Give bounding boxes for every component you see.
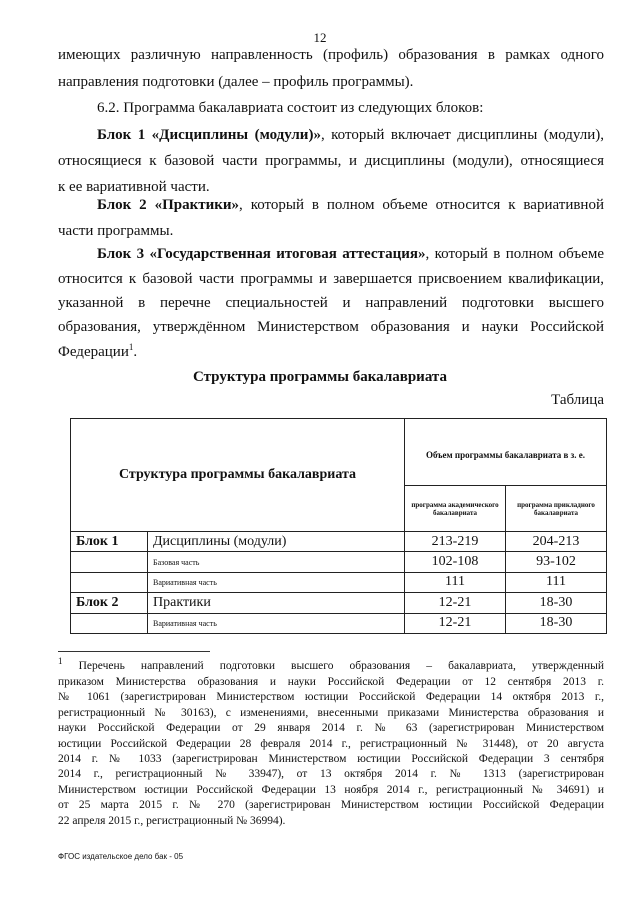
- table-header-row: [71, 419, 607, 486]
- footer-mark: ФГОС издательское дело бак - 05: [58, 852, 184, 861]
- block2-text: , который в полном объеме относится к вариативной: [239, 197, 604, 213]
- block2-paragraph-line: [97, 196, 604, 214]
- header-applied: программа прикладного бакалавриата: [506, 486, 607, 532]
- paragraph-text: .: [133, 344, 138, 360]
- applied-value: 204-213: [506, 532, 607, 552]
- block1-title: Блок 1 «Дисциплины (модули)»: [97, 127, 321, 143]
- footnote-line: 2014 г. № 1033 (зарегистрирован Министерством юстиции Российской Федерации 3 сентября: [58, 753, 604, 765]
- block3-paragraph-line: [97, 245, 604, 263]
- table-row: [71, 613, 607, 633]
- block-label: [71, 552, 148, 572]
- footnote-line: науки Российской Федерации от 29 января 2014 г. № 63 (зарегистрирован Министерством: [58, 722, 604, 734]
- footnote-line: [58, 656, 604, 674]
- table-row: [71, 572, 607, 592]
- paragraph-line: 6.2. Программа бакалавриата состоит из следующих блоков:: [97, 100, 484, 116]
- footnote-reference[interactable]: 1: [128, 342, 134, 352]
- academic-value: 12-21: [405, 593, 506, 613]
- paragraph-line: части программы.: [58, 223, 174, 239]
- footnote-divider: [58, 651, 210, 652]
- footnote-line: Министерством юстиции Российской Федерации 13 ноября 2014 г., регистрационный № 34691) и: [58, 784, 604, 796]
- header-structure: Структура программы бакалавриата: [71, 419, 405, 532]
- section-title: Структура программы бакалавриата: [193, 369, 447, 385]
- table-row: [71, 532, 607, 552]
- academic-value: 111: [405, 572, 506, 592]
- paragraph-line: направления подготовки (далее – профиль программы).: [58, 74, 414, 90]
- row-name: Дисциплины (модули): [148, 532, 405, 552]
- block1-text: , который включает дисциплины (модули),: [320, 127, 605, 143]
- block3-text: , который в полном объеме: [425, 246, 604, 262]
- block2-title: Блок 2 «Практики»: [97, 197, 240, 213]
- academic-value: 12-21: [405, 613, 506, 633]
- applied-value: 93-102: [506, 552, 607, 572]
- footnote-line: юстиции Российской Федерации 28 февраля 2014 г., регистрационный № 31448), от 20 августа: [58, 738, 604, 750]
- page-number: 12: [313, 30, 327, 45]
- row-name: Базовая часть: [148, 552, 405, 572]
- header-academic: программа академического бакалавриата: [405, 486, 506, 532]
- block-label: [71, 613, 148, 633]
- table-row: [71, 593, 607, 613]
- row-name: Практики: [148, 593, 405, 613]
- paragraph-line: к ее вариативной части.: [58, 179, 210, 195]
- paragraph-line: указанной в перечне специальностей и направлений подготовки высшего: [58, 295, 604, 311]
- row-name: Вариативная часть: [148, 572, 405, 592]
- footnote-marker: 1: [58, 656, 63, 667]
- structure-table: [70, 418, 607, 634]
- paragraph-line: [58, 343, 137, 361]
- paragraph-line: образования, утверждённом Министерством образования и науки Российской: [58, 319, 604, 335]
- block-label: [71, 572, 148, 592]
- footnote-line: от 25 марта 2015 г. № 270 (зарегистрирован Министерством юстиции Российской Федерации: [58, 799, 604, 811]
- footnote-line: приказом Министерства образования и науки Российской Федерации от 12 сентября 2013 г.: [58, 676, 604, 688]
- paragraph-line: относящиеся к базовой части программы, и дисциплины (модули), относящиеся: [58, 153, 604, 169]
- applied-value: 111: [506, 572, 607, 592]
- paragraph-line: относится к базовой части программы и завершается присвоением квалификации,: [58, 271, 604, 287]
- academic-value: 102-108: [405, 552, 506, 572]
- table-caption: Таблица: [551, 392, 604, 408]
- footnote-line: 2014 г., регистрационный № 33947), от 13 октября 2014 г. № 1313 (зарегистрирован: [58, 768, 604, 780]
- footnote-line: 22 апреля 2015 г., регистрационный № 36994).: [58, 815, 286, 827]
- row-name: Вариативная часть: [148, 613, 405, 633]
- block-label: Блок 1: [71, 532, 148, 552]
- footnote-line: № 1061 (зарегистрирован Министерством юстиции Российской Федерации 14 октября 2013 г.,: [58, 691, 604, 703]
- footnote-text: Перечень направлений подготовки высшего образования – бакалавриата, утвержденный: [62, 660, 604, 672]
- block1-paragraph-line: [97, 126, 604, 144]
- footnote-line: регистрационный № 30163), с изменениями, внесенными приказами Министерства образования и: [58, 707, 604, 719]
- paragraph-text: Федерации: [58, 344, 129, 360]
- header-volume: Объем программы бакалавриата в з. е.: [405, 419, 607, 486]
- block3-title: Блок 3 «Государственная итоговая аттестация»: [97, 246, 426, 262]
- academic-value: 213-219: [405, 532, 506, 552]
- paragraph-line: имеющих различную направленность (профиль) образования в рамках одного: [58, 47, 604, 63]
- table-row: [71, 552, 607, 572]
- block-label: Блок 2: [71, 593, 148, 613]
- applied-value: 18-30: [506, 613, 607, 633]
- applied-value: 18-30: [506, 593, 607, 613]
